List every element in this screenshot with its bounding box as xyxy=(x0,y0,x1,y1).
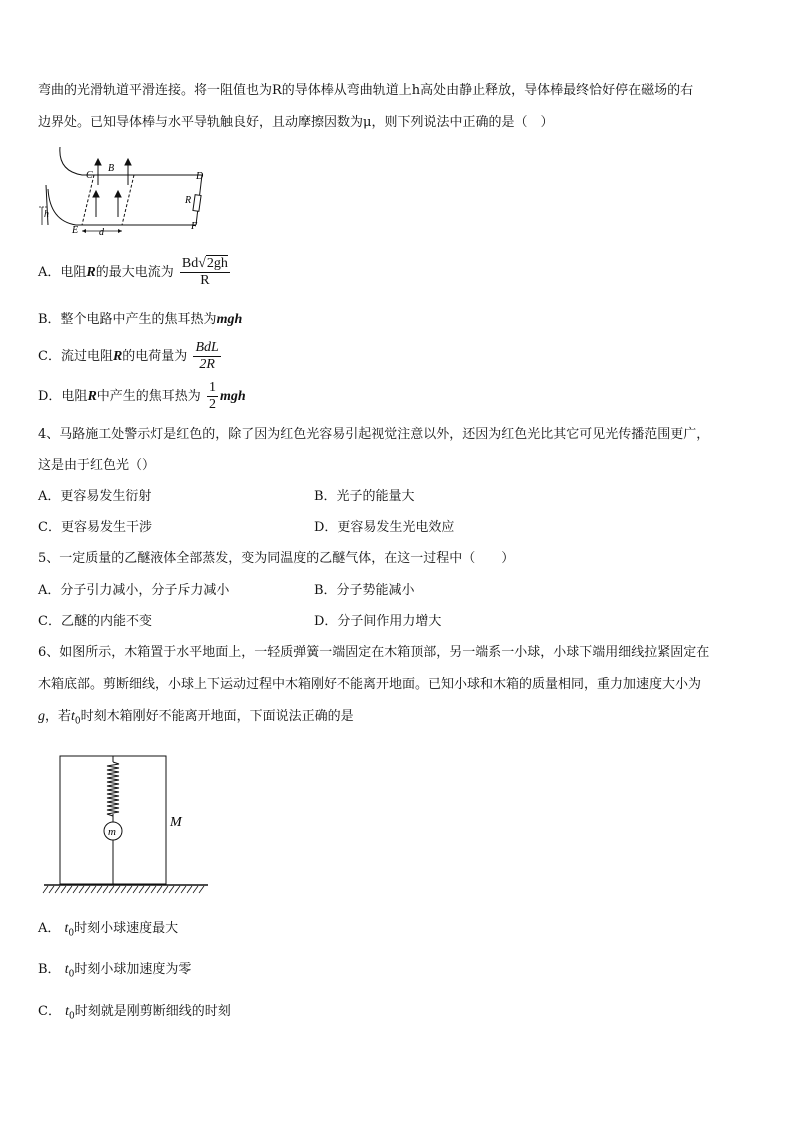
q5-option-a: A．分子引力减小，分子斥力减小 xyxy=(38,583,230,598)
q3-option-c-fraction: $\frac{\text{BdL}}{2R}$ xyxy=(195,340,219,372)
q3-option-a-fraction: $\frac{Bd√2gh}{R}$ xyxy=(181,256,228,288)
q3-rail-figure xyxy=(36,145,216,237)
q5-option-c: C．乙醚的内能不变 xyxy=(38,614,152,629)
q6-text-line3: g，若$t_0$时刻木箱刚好不能离开地面，下面说法正确的是 xyxy=(38,709,354,727)
q3-label-b: B xyxy=(108,163,115,174)
q3-text-line2: 边界处。已知导体棒与水平导轨触良好，且动摩擦因数为μ，则下列说法中正确的是（ ） xyxy=(38,115,554,130)
q6-option-a: A． $t_0$时刻小球速度最大 xyxy=(38,921,179,939)
q3-label-h: h xyxy=(44,209,49,220)
q4-text-line1: 4、马路施工处警示灯是红色的，除了因为红色光容易引起视觉注意以外，还因为红色光比其它可见光传播范围更广， xyxy=(38,427,710,442)
q3-label-e: E xyxy=(72,225,79,236)
q4-text-line2: 这是由于红色光（） xyxy=(38,458,156,473)
q4-option-d: D．更容易发生光电效应 xyxy=(314,520,455,535)
q4-option-a: A．更容易发生衍射 xyxy=(38,489,152,504)
q3-label-d-top: D xyxy=(196,171,204,182)
q5-option-b: B．分子势能减小 xyxy=(314,583,415,598)
q3-option-c: C．流过电阻R的电荷量为 $\frac{\text{BdL}}{2R}$ xyxy=(38,340,219,372)
q6-option-c: C． $t_0$时刻就是刚剪断细线的时刻 xyxy=(38,1004,231,1022)
q4-option-b: B．光子的能量大 xyxy=(314,489,415,504)
q3-option-a: A．电阻R的最大电流为 $\frac{Bd√2gh}{R}$ xyxy=(38,256,228,288)
q6-text-line1: 6、如图所示，木箱置于水平地面上，一轻质弹簧一端固定在木箱顶部，另一端系一小球，小球下端用细线拉紧固定在 xyxy=(38,645,710,660)
q6-box-figure xyxy=(40,752,212,898)
q3-option-d: D．电阻R中产生的焦耳热为 $\frac{1}{2}$ mgh xyxy=(38,380,246,412)
q4-option-c: C．更容易发生干涉 xyxy=(38,520,152,535)
q6-text-line2: 木箱底部。剪断细线，小球上下运动过程中木箱刚好不能离开地面。已知小球和木箱的质量相同，重力加速度大小为 xyxy=(38,677,702,692)
q5-text-line1: 5、一定质量的乙醚液体全部蒸发，变为同温度的乙醚气体，在这一过程中（ ） xyxy=(38,551,515,566)
q6-label-big-m: M xyxy=(170,815,182,830)
q3-label-f: F xyxy=(191,221,198,232)
q3-label-c: C xyxy=(86,170,93,181)
q6-option-b: B． $t_0$时刻小球加速度为零 xyxy=(38,962,192,980)
q3-label-d: d xyxy=(99,227,104,237)
q3-text-line1: 弯曲的光滑轨道平滑连接。将一阻值也为R的导体棒从弯曲轨道上h高处由静止释放，导体棒最终恰好停在磁场的右 xyxy=(38,83,694,98)
q3-option-b: B．整个电路中产生的焦耳热为mgh xyxy=(38,312,243,327)
q5-option-d: D．分子间作用力增大 xyxy=(314,614,442,629)
q3-label-r: R xyxy=(185,195,192,206)
q6-label-m: m xyxy=(108,826,116,838)
q3-option-d-fraction: $\frac{1}{2}$ xyxy=(208,380,216,412)
